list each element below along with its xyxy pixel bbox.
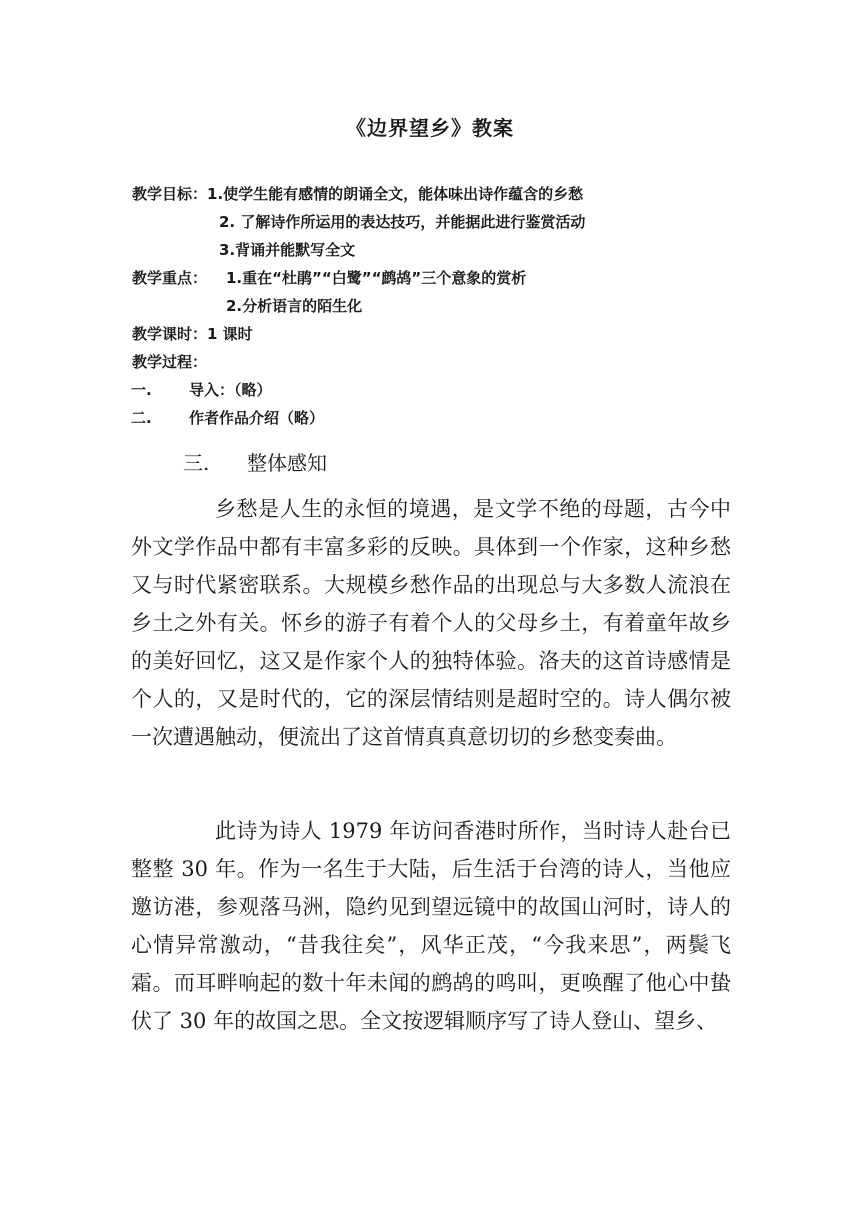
section-heading (183, 447, 327, 476)
hours-label: 教学课时： (132, 325, 208, 343)
process-label: 教学过程： (132, 353, 208, 371)
objectives-row-2 (132, 208, 585, 236)
paragraph: 乡愁是人生的永恒的境遇，是文学不绝的母题，古今中外文学作品中都有丰富多彩的反映。具体到一个作家，这种乡愁又与时代紧密联系。大规模乡愁作品的出现总与大多数人流浪在乡土之外有关。怀乡的游子有着个人的父母乡土，有着童年故乡的美好回忆，这又是作家个人的独特体验。洛夫的这首诗感情是个人的，又是时代的，它的深层情结则是超时空的。诗人偶尔被一次遭遇触动，便流出了这首情真真意切切的乡愁变奏曲。 (131, 497, 731, 749)
key-points-row-2 (132, 292, 585, 320)
objective-item: 2. 了解诗作所运用的表达技巧，并能据此进行鉴赏活动 (219, 213, 586, 231)
step-text: 整体感知 (247, 451, 327, 475)
key-points-row-1 (132, 264, 585, 292)
document-title: 《边界望乡》教案 (346, 116, 514, 140)
objectives-label: 教学目标： (132, 185, 208, 203)
step-number: 三. (183, 451, 210, 475)
process-step (131, 404, 584, 432)
lesson-meta (132, 180, 585, 432)
key-point-item: 2.分析语言的陌生化 (226, 297, 363, 315)
objectives-row-1 (132, 180, 585, 208)
step-text: 导入：（略） (189, 381, 272, 399)
step-text: 作者作品介绍（略） (189, 409, 325, 427)
objectives-row-3 (132, 236, 585, 264)
process-step (131, 376, 584, 404)
key-point-item: 1.重在“杜鹃”“白鹭”“鹧鸪”三个意象的赏析 (226, 269, 527, 287)
key-points-label: 教学重点： (132, 269, 208, 287)
step-number: 一. (131, 381, 152, 399)
hours-row (132, 320, 585, 348)
hours-value: 1 课时 (207, 325, 253, 343)
step-number: 二. (131, 409, 152, 427)
process-row (132, 348, 585, 376)
paragraph: 此诗为诗人 1979 年访问香港时所作，当时诗人赴台已整整 30 年。作为一名生于大陆，后生活于台湾的诗人，当他应邀访港，参观落马洲，隐约见到望远镜中的故国山河时，诗人的心情异常激动，“昔我往矣”，风华正茂，“今我来思”，两鬓飞霜。而耳畔响起的数十年未闻的鹧鸪的鸣叫，更唤醒了他心中蛰伏了 30 年的故国之思。全文按逻辑顺序写了诗人登山、望乡、 (131, 819, 731, 1033)
objective-item: 3.背诵并能默写全文 (219, 241, 356, 259)
objective-item: 1.使学生能有感情的朗诵全文，能体味出诗作蕴含的乡愁 (207, 185, 584, 203)
